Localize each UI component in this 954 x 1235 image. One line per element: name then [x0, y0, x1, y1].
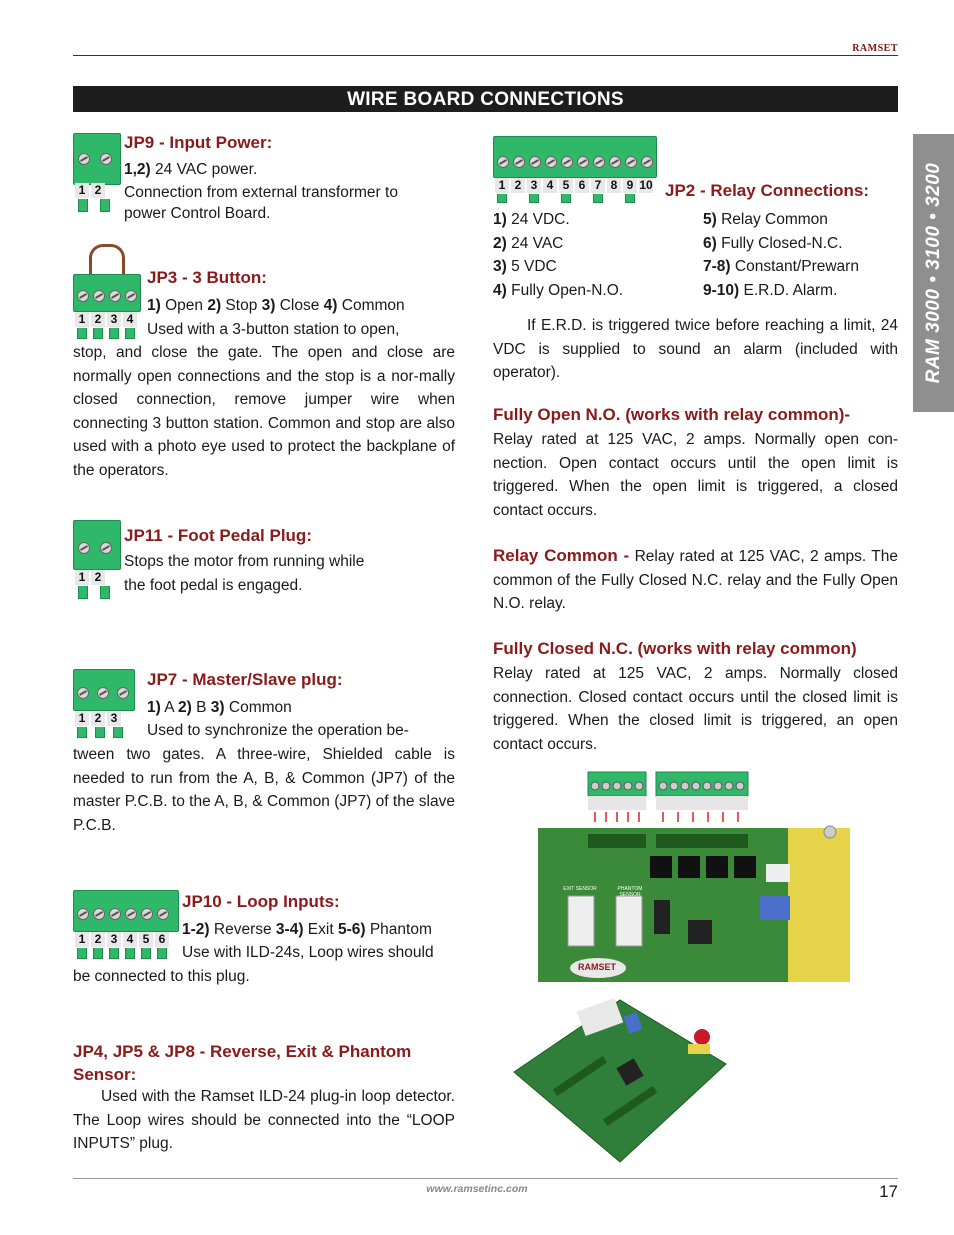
jp7-pin-number: 1: [75, 711, 89, 726]
jp7-pin1-label: 1): [147, 699, 161, 716]
jp2-item-4-text: Fully Open-N.O.: [506, 281, 624, 299]
jp2-item-4: [493, 279, 623, 303]
jp10-pin-number: 4: [123, 932, 137, 947]
relay-common-paragraph: [493, 544, 898, 616]
jp2-pin-number: 10: [639, 178, 653, 192]
jp9-pin-text: 24 VAC power.: [150, 161, 258, 178]
jp9-desc-line1: Connection from external transformer to: [124, 184, 398, 201]
jp2-item-4-label: 4): [493, 281, 507, 299]
jp2-pin-number: 3: [527, 178, 541, 193]
jp2-item-3-text: 5 VDC: [506, 258, 557, 275]
jp2-item-6-label: 6): [703, 234, 717, 252]
jp2-item-5: [703, 208, 859, 232]
jp7-pin2-text: B: [191, 699, 211, 716]
jp7-pin1-text: A: [160, 699, 179, 716]
fully-closed-title: Fully Closed N.C. (works with relay common): [493, 639, 857, 658]
jp10-pin1-text: Reverse: [209, 921, 276, 938]
jp3-pin-desc: [147, 294, 405, 318]
jp3-pin2-label: 2): [207, 297, 222, 314]
footer-rule: [73, 1178, 898, 1179]
jp10-pin2-label: 3-4): [275, 921, 304, 938]
jp7-pin3-text: Common: [224, 699, 292, 716]
jp3-desc-first: Used with a 3-button station to open,: [147, 321, 400, 338]
jp2-item-6: [703, 232, 859, 256]
jp2-item-3-label: 3): [493, 258, 507, 275]
jp9-pin-desc: [124, 158, 257, 182]
jp10-pin-number: 1: [75, 932, 89, 947]
jp3-pin-number: 3: [107, 312, 121, 327]
jp2-pin-number: 4: [543, 178, 557, 193]
jp10-pin2-text: Exit: [303, 921, 338, 938]
jp4-jp5-jp8-title: JP4, JP5 & JP8 - Reverse, Exit & Phantom Sensor:: [73, 1042, 412, 1084]
jp2-pin-number: 9: [623, 178, 637, 193]
jp11-desc-line2: the foot pedal is engaged.: [124, 576, 303, 594]
jp3-pin3-text: Close: [275, 297, 324, 314]
jp9-pin-number: 1: [75, 183, 89, 198]
jp2-col1: [493, 208, 623, 302]
jp2-pin-number: 8: [607, 178, 621, 193]
page-number: 17: [879, 1182, 898, 1201]
board-ramset-logo: RAMSET: [578, 962, 616, 972]
jp7-pin-desc: [147, 696, 292, 720]
jp2-item-2-text: 24 VAC: [506, 234, 564, 252]
control-board-illustration: [538, 770, 850, 982]
jp11-pin-number: 1: [75, 570, 89, 585]
jp10-pin-number: 5: [139, 932, 153, 947]
control-board-photo: [538, 770, 850, 982]
jp9-pin-number: 2: [91, 183, 105, 198]
jp2-item-1-text: 24 VDC.: [506, 211, 570, 228]
jp10-pin3-text: Phantom: [365, 921, 432, 938]
jp7-desc-rest: tween two gates. A three-wire, Shielded cable is needed to run from the A, B, & Common (JP7) of the master P.C.B. to the A, B, & Common (JP7) of the slave P.C.B.: [73, 746, 455, 834]
jp9-title: JP9 - Input Power:: [124, 133, 273, 152]
jp2-col2: [703, 208, 859, 302]
jp7-desc-first: Used to synchronize the operation be-: [147, 722, 409, 739]
jp11-pin-number: 2: [91, 570, 105, 585]
jp9-pin-label: 1,2): [124, 161, 151, 178]
fully-open-description: Relay rated at 125 VAC, 2 amps. Normally open con-nection. Open contact occurs until the open limit is triggered. When the open limit is triggered, a closed contact occurs.: [493, 431, 898, 519]
jp10-pin1-label: 1-2): [182, 921, 210, 938]
jp11-title: JP11 - Foot Pedal Plug:: [124, 526, 312, 545]
jp10-desc-first: Use with ILD-24s, Loop wires should: [182, 944, 434, 961]
jp2-title: JP2 - Relay Connections:: [665, 181, 870, 200]
jp10-pin-number: 2: [91, 932, 105, 947]
jp2-item-2: [493, 232, 623, 256]
jp10-pin3-label: 5-6): [337, 921, 366, 938]
jp10-pin-number: 6: [155, 932, 169, 947]
board-phantom-sensor-label: PHANTOM SENSOR: [617, 886, 643, 898]
jp7-pin3-label: 3): [210, 699, 225, 716]
jp2-pin-number: 6: [575, 178, 589, 193]
erd-note: If E.R.D. is triggered twice before reaching a limit, 24 VDC is supplied to sound an alarm (included with operator).: [493, 317, 898, 381]
jp10-desc-rest: be connected to this plug.: [73, 968, 250, 985]
jp3-pin-number: 2: [91, 312, 105, 327]
board-exit-sensor-label: EXIT SENSOR: [563, 886, 597, 892]
jp2-pin-number: 2: [511, 178, 525, 193]
jp2-item-1-label: 1): [493, 211, 507, 228]
control-board-angled-illustration: [510, 992, 730, 1167]
jp10-title: JP10 - Loop Inputs:: [182, 892, 340, 911]
jp3-pin-number: 1: [75, 312, 89, 327]
jp2-item-2-label: 2): [493, 234, 507, 252]
jp2-item-7-label: 7-8): [703, 258, 731, 275]
jp2-item-3: [493, 255, 623, 279]
fully-closed-description: Relay rated at 125 VAC, 2 amps. Normally closed connection. Closed contact occurs until the closed limit is triggered. When the closed limit is triggered, an open contact occurs.: [493, 665, 898, 753]
jp11-desc-line1: Stops the motor from running while: [124, 553, 365, 570]
jp7-pin-number: 3: [107, 711, 121, 726]
jp2-item-7-text: Constant/Prewarn: [730, 258, 859, 275]
model-side-tab-text: RAM 3000 • 3100 • 3200: [922, 162, 944, 384]
jp7-pin2-label: 2): [178, 699, 192, 716]
jp3-title: JP3 - 3 Button:: [147, 268, 267, 287]
jp2-pin-number: 1: [495, 178, 509, 193]
jp10-pin-number: 3: [107, 932, 121, 947]
jp3-pin-number: 4: [123, 312, 137, 327]
jp7-pin-number: 2: [91, 711, 105, 726]
jp3-pin4-label: 4): [323, 297, 338, 314]
jp2-item-8-text: E.R.D. Alarm.: [739, 281, 838, 299]
footer-url: www.ramsetinc.com: [426, 1183, 528, 1195]
jp2-item-7: [703, 255, 859, 279]
model-side-tab: [913, 134, 954, 412]
jp9-description: [124, 182, 398, 224]
jp10-pin-desc: [182, 918, 432, 942]
jp2-item-5-text: Relay Common: [716, 211, 828, 228]
jp3-pin2-text: Stop: [221, 297, 262, 314]
jp2-item-1: [493, 208, 623, 232]
control-board-angled-photo: [510, 992, 730, 1167]
jp3-pin1-text: Open: [160, 297, 208, 314]
fully-open-title: Fully Open N.O. (works with relay common)-: [493, 405, 851, 424]
jp2-item-8-label: 9-10): [703, 281, 740, 299]
header-rule: [73, 55, 898, 56]
jp2-pin-number: 7: [591, 178, 605, 193]
jp3-pin4-text: Common: [337, 297, 405, 314]
relay-common-description: Relay rated at 125 VAC, 2 amps. The common of the Fully Closed N.C. relay and the Fully Open N.O. relay.: [493, 548, 898, 612]
relay-common-title: Relay Common -: [493, 546, 630, 565]
jp3-pin3-label: 3): [261, 297, 276, 314]
jp7-title: JP7 - Master/Slave plug:: [147, 670, 343, 689]
jp2-item-5-label: 5): [703, 211, 717, 228]
jp2-pin-number: 5: [559, 178, 573, 193]
jp3-desc-rest: stop, and close the gate. The open and close are normally open connections and the stop is a nor-mally closed connection, remove jumper wire when connecting 3 button station. Common and stop are also used with a photo eye used to protect the backplane of the operators.: [73, 344, 455, 479]
jp2-item-8: [703, 279, 859, 303]
brand-name: RAMSET: [852, 43, 898, 54]
section-banner: WIRE BOARD CONNECTIONS: [73, 86, 898, 112]
jp4-jp5-jp8-description: Used with the Ramset ILD-24 plug-in loop detector. The Loop wires should be connected into the “LOOP INPUTS” plug.: [73, 1088, 455, 1152]
jp3-pin1-label: 1): [147, 297, 161, 314]
jp9-desc-line2: power Control Board.: [124, 205, 271, 222]
jp11-description: [124, 550, 364, 597]
jp2-item-6-text: Fully Closed-N.C.: [716, 234, 843, 252]
